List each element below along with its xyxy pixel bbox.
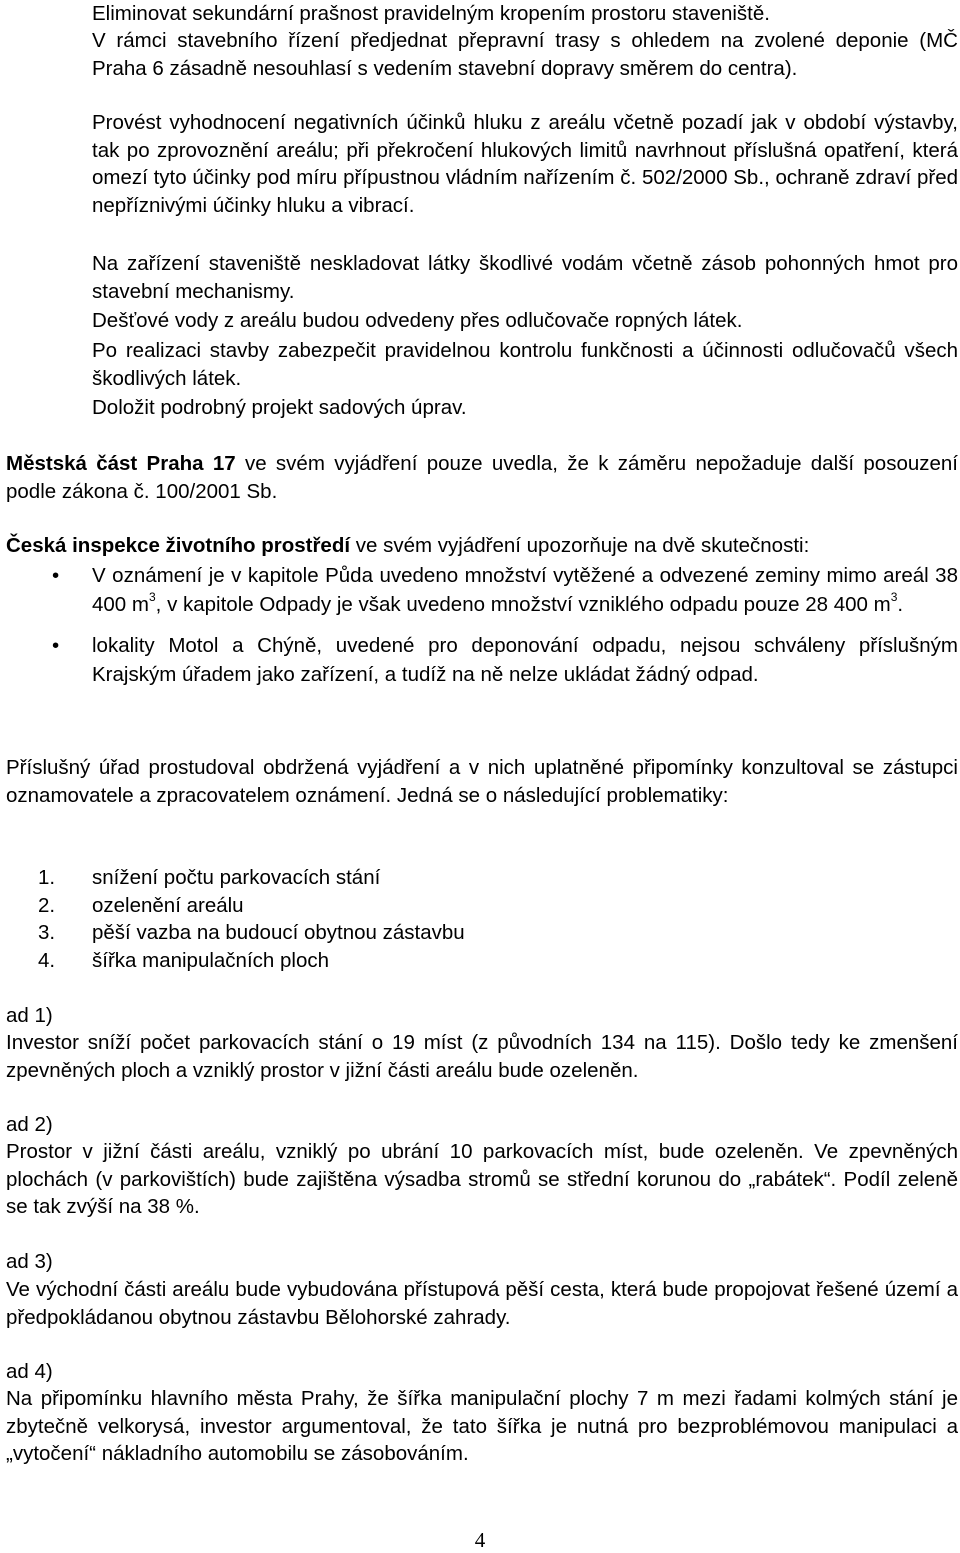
- superscript: 3: [890, 590, 898, 605]
- ad2-text: Prostor v jižní části areálu, vzniklý po ubrání 10 parkovacích míst, bude ozeleněn. Ve zpevněných plochách (v parkovištích) bude zajištěna výsadba stromů se střední korunou do „rabátek“. Podíl zeleně se tak zvýší na 38 %.: [6, 1140, 958, 1218]
- ad1-text: Investor sníží počet parkovacích stání o 19 míst (z původních 134 na 115). Došlo tedy ke zmenšení zpevněných ploch a vzniklý prostor v jižní části areálu bude ozeleněn.: [6, 1031, 958, 1082]
- mc17-paragraph: [6, 450, 958, 505]
- list-item: 2. ozelenění areálu: [38, 893, 244, 917]
- list-item: • lokality Motol a Chýně, uvedené pro deponování odpadu, nejsou schváleny příslušným Krajským úřadem jako zařízení, a tudíž na ně nelze ukládat žádný odpad.: [92, 631, 958, 689]
- ad1-heading: ad 1): [6, 1004, 53, 1027]
- requirement-dust: Eliminovat sekundární prašnost pravidelným kropením prostoru staveniště.: [92, 2, 770, 25]
- cizp-name: Česká inspekce životního prostředí: [6, 534, 351, 557]
- list-item: • V oznámení je v kapitole Půda uvedeno množství vytěžené a odvezené zeminy mimo areál 38 400 $m^3$, v kapitole Odpady je však uvedeno množství vzniklého odpadu pouze 28 400 $m^3$.: [92, 561, 958, 619]
- requirement-transport: V rámci stavebního řízení předjednat přepravní trasy s ohledem na zvolené deponie (MČ Praha 6 zásadně nesouhlasí s vedením stavební dopravy směrem do centra).: [92, 29, 958, 80]
- mc17-name: Městská část Praha 17: [6, 452, 236, 475]
- requirement-separators: Po realizaci stavby zabezpečit pravidelnou kontrolu funkčnosti a účinnosti odlučovačů všech škodlivých látek.: [92, 339, 958, 390]
- ad4-text: Na připomínku hlavního města Prahy, že šířka manipulační plochy 7 m mezi řadami kolmých stání je zbytečně velkorysá, investor argumentoval, že tato šířka je nutná pro bezproblémovou manipulaci a „vytočení“ nákladního automobilu se zásobováním.: [6, 1387, 958, 1465]
- ad2-heading: ad 2): [6, 1113, 53, 1136]
- bullet-icon: •: [52, 634, 60, 657]
- list-item: 4. šířka manipulačních ploch: [38, 948, 330, 972]
- ad4-heading: ad 4): [6, 1360, 53, 1383]
- ad3-text: Ve východní části areálu bude vybudována přístupová pěší cesta, která bude propojovat řešené území a předpokládanou obytnou zástavbu Bělohorské zahrady.: [6, 1278, 958, 1329]
- superscript: 3: [148, 590, 156, 605]
- page-number: 4: [474, 1528, 486, 1552]
- office-intro: Příslušný úřad prostudoval obdržená vyjádření a v nich uplatněné připomínky konzultoval se zástupci oznamovatele a zpracovatelem oznámení. Jedná se o následující problematiky:: [6, 756, 958, 807]
- cizp-text: ve svém vyjádření upozorňuje na dvě skutečnosti:: [350, 534, 810, 557]
- bullet-icon: •: [52, 564, 60, 587]
- mc17-text: ve svém vyjádření pouze uvedla, že k záměru nepožaduje další posouzení podle zákona č. 100/2001 Sb.: [6, 452, 958, 503]
- requirement-landscaping: Doložit podrobný projekt sadových úprav.: [92, 396, 467, 419]
- requirement-rainwater: Dešťové vody z areálu budou odvedeny přes odlučovače ropných látek.: [92, 309, 743, 332]
- list-item: 3. pěší vazba na budoucí obytnou zástavbu: [38, 921, 465, 944]
- requirement-storage: Na zařízení staveniště neskladovat látky škodlivé vodám včetně zásob pohonných hmot pro stavební mechanismy.: [92, 252, 958, 303]
- cizp-paragraph: [6, 532, 958, 560]
- cizp-bullet-list: [52, 561, 958, 689]
- issues-list: [38, 864, 465, 974]
- requirement-noise: Provést vyhodnocení negativních účinků hluku z areálu včetně pozadí jak v období výstavby, tak po zprovoznění areálu; při překročení hlukových limitů navrhnout příslušná opatření, která omezí tyto účinky pod míru přípustnou vládním nařízením č. 502/2000 Sb., ochraně zdraví před nepříznivými účinky hluku a vibrací.: [92, 111, 958, 217]
- ad3-heading: ad 3): [6, 1250, 53, 1273]
- list-item: 1. snížení počtu parkovacích stání: [38, 866, 381, 889]
